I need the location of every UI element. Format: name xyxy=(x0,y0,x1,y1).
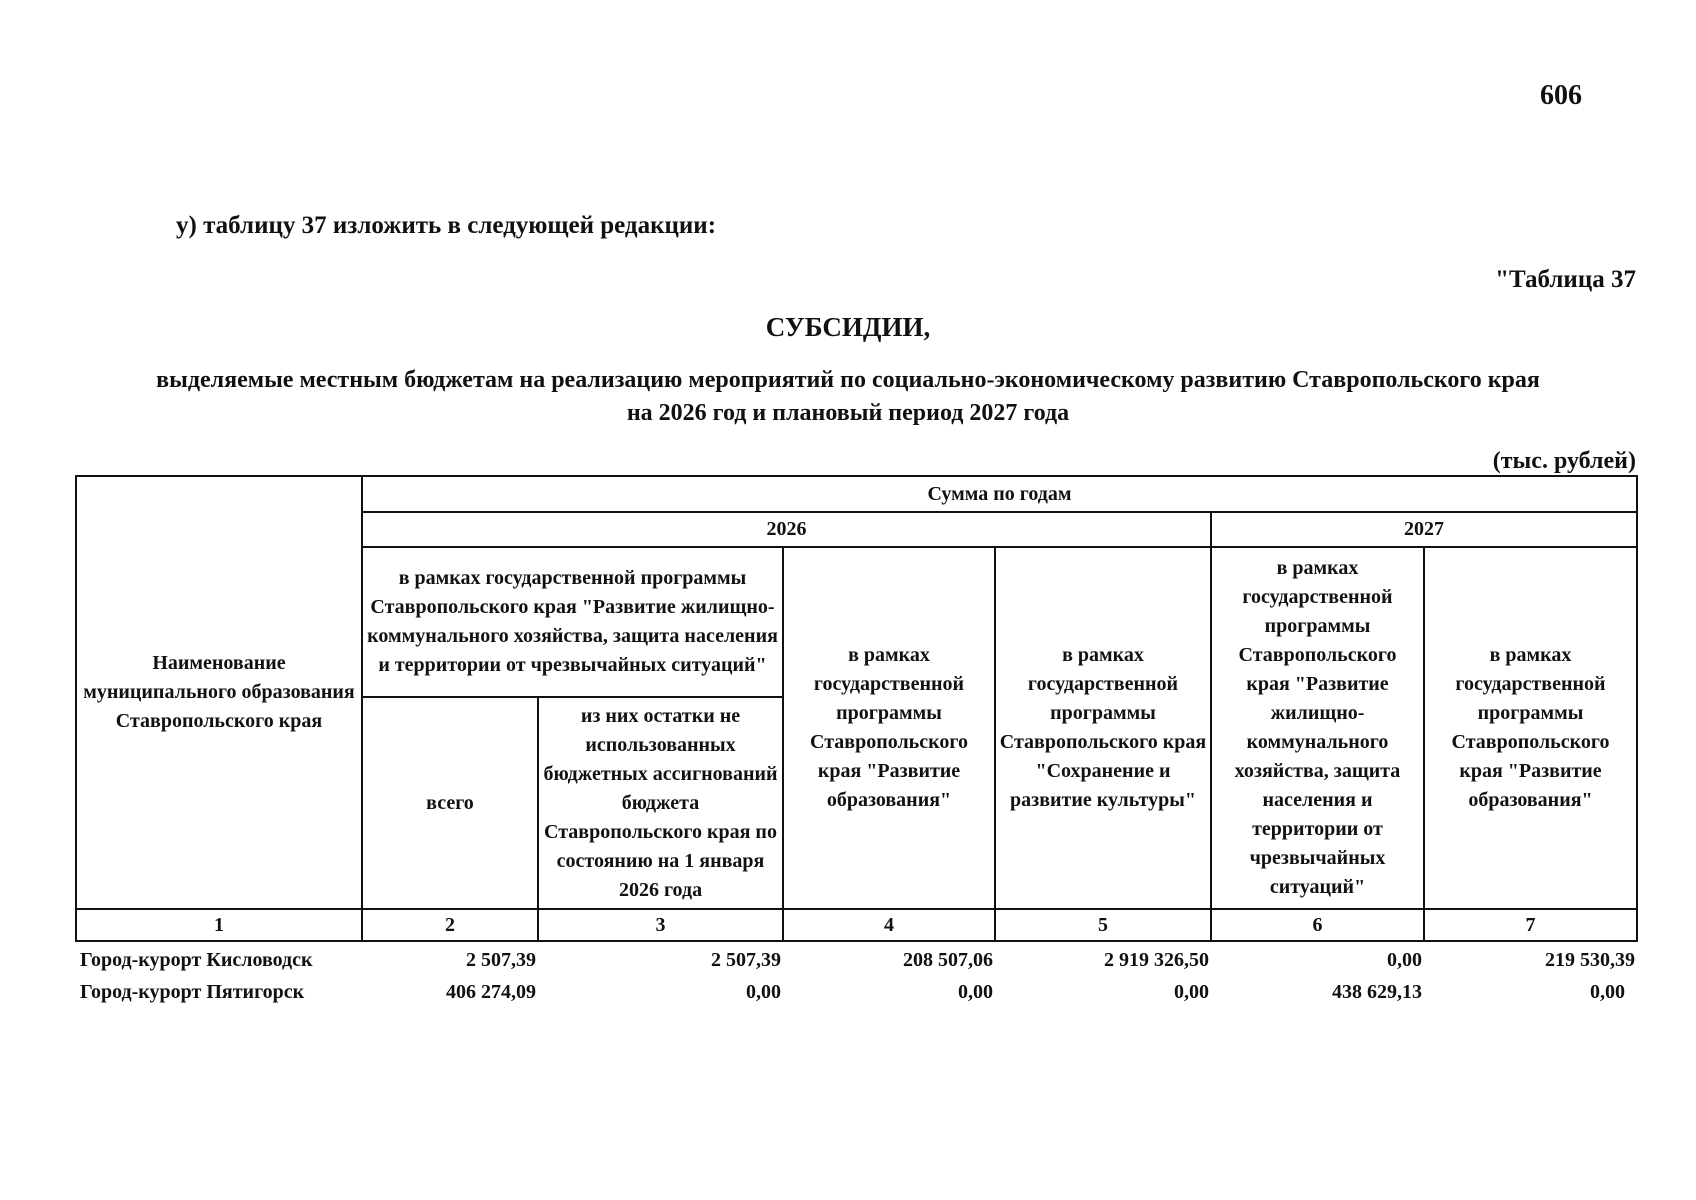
header-municipality-name: Наименование муниципального образования Ставропольского края xyxy=(76,476,362,909)
header-program-housing-2027: в рамках государственной программы Ставропольского края "Развитие жилищно-коммунального хозяйства, защита населения и территории от чрезвычайных ситуаций" xyxy=(1211,547,1424,909)
row-value: 0,00 xyxy=(1387,949,1422,971)
table-header xyxy=(76,476,1637,941)
row-value: 2 507,39 xyxy=(711,949,781,971)
column-number: 3 xyxy=(538,909,783,941)
header-program-education-2027: в рамках государственной программы Ставропольского края "Развитие образования" xyxy=(1424,547,1637,909)
header-total: всего xyxy=(362,697,538,909)
document-subtitle xyxy=(100,364,1596,430)
row-value: 208 507,06 xyxy=(903,949,993,971)
header-year-2026: 2026 xyxy=(362,512,1211,547)
row-value: 0,00 xyxy=(1174,981,1209,1003)
page-number: 606 xyxy=(1540,80,1582,111)
column-number: 4 xyxy=(783,909,995,941)
row-value: 2 919 326,50 xyxy=(1104,949,1209,971)
document-title: СУБСИДИИ, xyxy=(765,312,931,342)
header-year-2027: 2027 xyxy=(1211,512,1637,547)
table-row xyxy=(76,974,1637,1006)
row-municipality-name: Город-курорт Кисловодск xyxy=(80,949,313,971)
header-sum-by-years: Сумма по годам xyxy=(362,476,1637,512)
subsidies-table xyxy=(75,475,1638,1006)
subtitle-line-2: на 2026 год и плановый период 2027 года xyxy=(626,400,1070,426)
column-number: 1 xyxy=(76,909,362,941)
column-number: 5 xyxy=(995,909,1211,941)
header-program-housing-2026: в рамках государственной программы Ставропольского края "Развитие жилищно-коммунального хозяйства, защита населения и территории от чрезвычайных ситуаций" xyxy=(362,547,783,697)
column-number: 2 xyxy=(362,909,538,941)
subtitle-line-1: выделяемые местным бюджетам на реализацию мероприятий по социально-экономическому развитию Ставропольского края xyxy=(156,367,1540,393)
row-value: 219 530,39 xyxy=(1545,949,1635,971)
column-number: 6 xyxy=(1211,909,1424,941)
header-program-culture-2026: в рамках государственной программы Ставропольского края "Сохранение и развитие культуры" xyxy=(995,547,1211,909)
row-municipality-name: Город-курорт Пятигорск xyxy=(80,981,305,1003)
units-label: (тыс. рублей) xyxy=(1492,448,1636,474)
row-value: 438 629,13 xyxy=(1332,981,1422,1003)
table-label: "Таблица 37 xyxy=(1495,266,1636,293)
row-value: 2 507,39 xyxy=(466,949,536,971)
row-value: 0,00 xyxy=(958,981,993,1003)
header-program-education-2026: в рамках государственной программы Ставропольского края "Развитие образования" xyxy=(783,547,995,909)
table-row xyxy=(76,941,1637,974)
header-remains: из них остатки не использованных бюджетных ассигнований бюджета Ставропольского края по состоянию на 1 января 2026 года xyxy=(538,697,783,909)
row-value: 0,00 xyxy=(1590,981,1625,1003)
row-value: 0,00 xyxy=(746,981,781,1003)
instruction-text: у) таблицу 37 изложить в следующей редакции: xyxy=(176,212,717,239)
table-body xyxy=(76,941,1637,1006)
row-value: 406 274,09 xyxy=(446,981,536,1003)
column-number: 7 xyxy=(1424,909,1637,941)
